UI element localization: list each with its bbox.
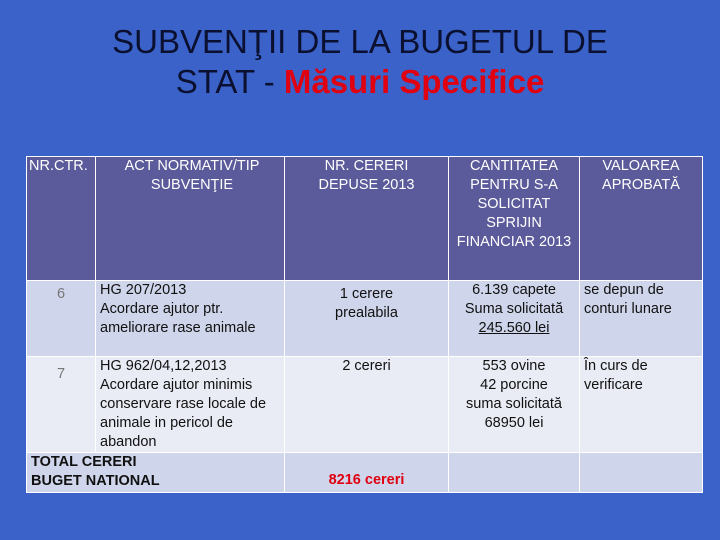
title-line-1: SUBVENŢII DE LA BUGETUL DE xyxy=(112,23,608,60)
row-act xyxy=(96,357,285,453)
title-line-2 xyxy=(0,62,720,102)
row-cantitate xyxy=(449,357,580,453)
title-prefix: STAT - xyxy=(175,63,284,100)
act-title: HG 207/2013 xyxy=(100,282,187,298)
cant-line-1: 6.139 capete xyxy=(472,282,556,298)
row-act xyxy=(96,281,285,357)
row-cereri: 1 cerere prealabila xyxy=(285,281,449,357)
row-valoare: se depun de conturi lunare xyxy=(580,281,703,357)
row-cereri: 2 cereri xyxy=(285,357,449,453)
cant-line-1: 553 ovine xyxy=(482,358,546,374)
total-value: 8216 cereri xyxy=(285,453,449,493)
total-label-line-1: TOTAL CERERI xyxy=(31,454,137,470)
table-header-row xyxy=(27,157,703,281)
header-cereri: NR. CERERI DEPUSE 2013 xyxy=(285,157,449,281)
header-cantitate: CANTITATEA PENTRU S-A SOLICITAT SPRIJIN FINANCIAR 2013 xyxy=(449,157,580,281)
table-row xyxy=(27,357,703,453)
cant-line-2: 42 porcine xyxy=(480,377,548,393)
cant-line-2: Suma solicitată xyxy=(464,301,564,317)
header-valoare: VALOAREA APROBATĂ xyxy=(580,157,703,281)
act-desc: Acordare ajutor ptr. ameliorare rase animale xyxy=(100,301,256,336)
cant-line-3: 245.560 lei xyxy=(478,320,550,336)
header-nr: NR.CTR. xyxy=(27,157,96,281)
subsidies-table xyxy=(26,156,703,493)
title-highlight: Măsuri Specifice xyxy=(283,63,545,100)
slide-title xyxy=(0,22,720,102)
row-valoare: În curs de verificare xyxy=(580,357,703,453)
total-row xyxy=(27,453,703,493)
act-desc: Acordare ajutor minimis conservare rase locale de animale in pericol de abandon xyxy=(100,377,267,450)
cant-line-3: suma solicitată xyxy=(466,396,562,412)
table-row xyxy=(27,281,703,357)
total-empty-valoare xyxy=(580,453,703,493)
total-empty-cantitate xyxy=(449,453,580,493)
row-nr: 6 xyxy=(27,281,96,357)
row-cantitate xyxy=(449,281,580,357)
header-act: ACT NORMATIV/TIP SUBVENŢIE xyxy=(96,157,285,281)
total-label xyxy=(27,453,285,493)
total-label-line-2: BUGET NATIONAL xyxy=(31,473,160,489)
cant-line-4: 68950 lei xyxy=(484,415,544,431)
act-title: HG 962/04,12,2013 xyxy=(100,358,227,374)
row-nr: 7 xyxy=(27,357,96,453)
